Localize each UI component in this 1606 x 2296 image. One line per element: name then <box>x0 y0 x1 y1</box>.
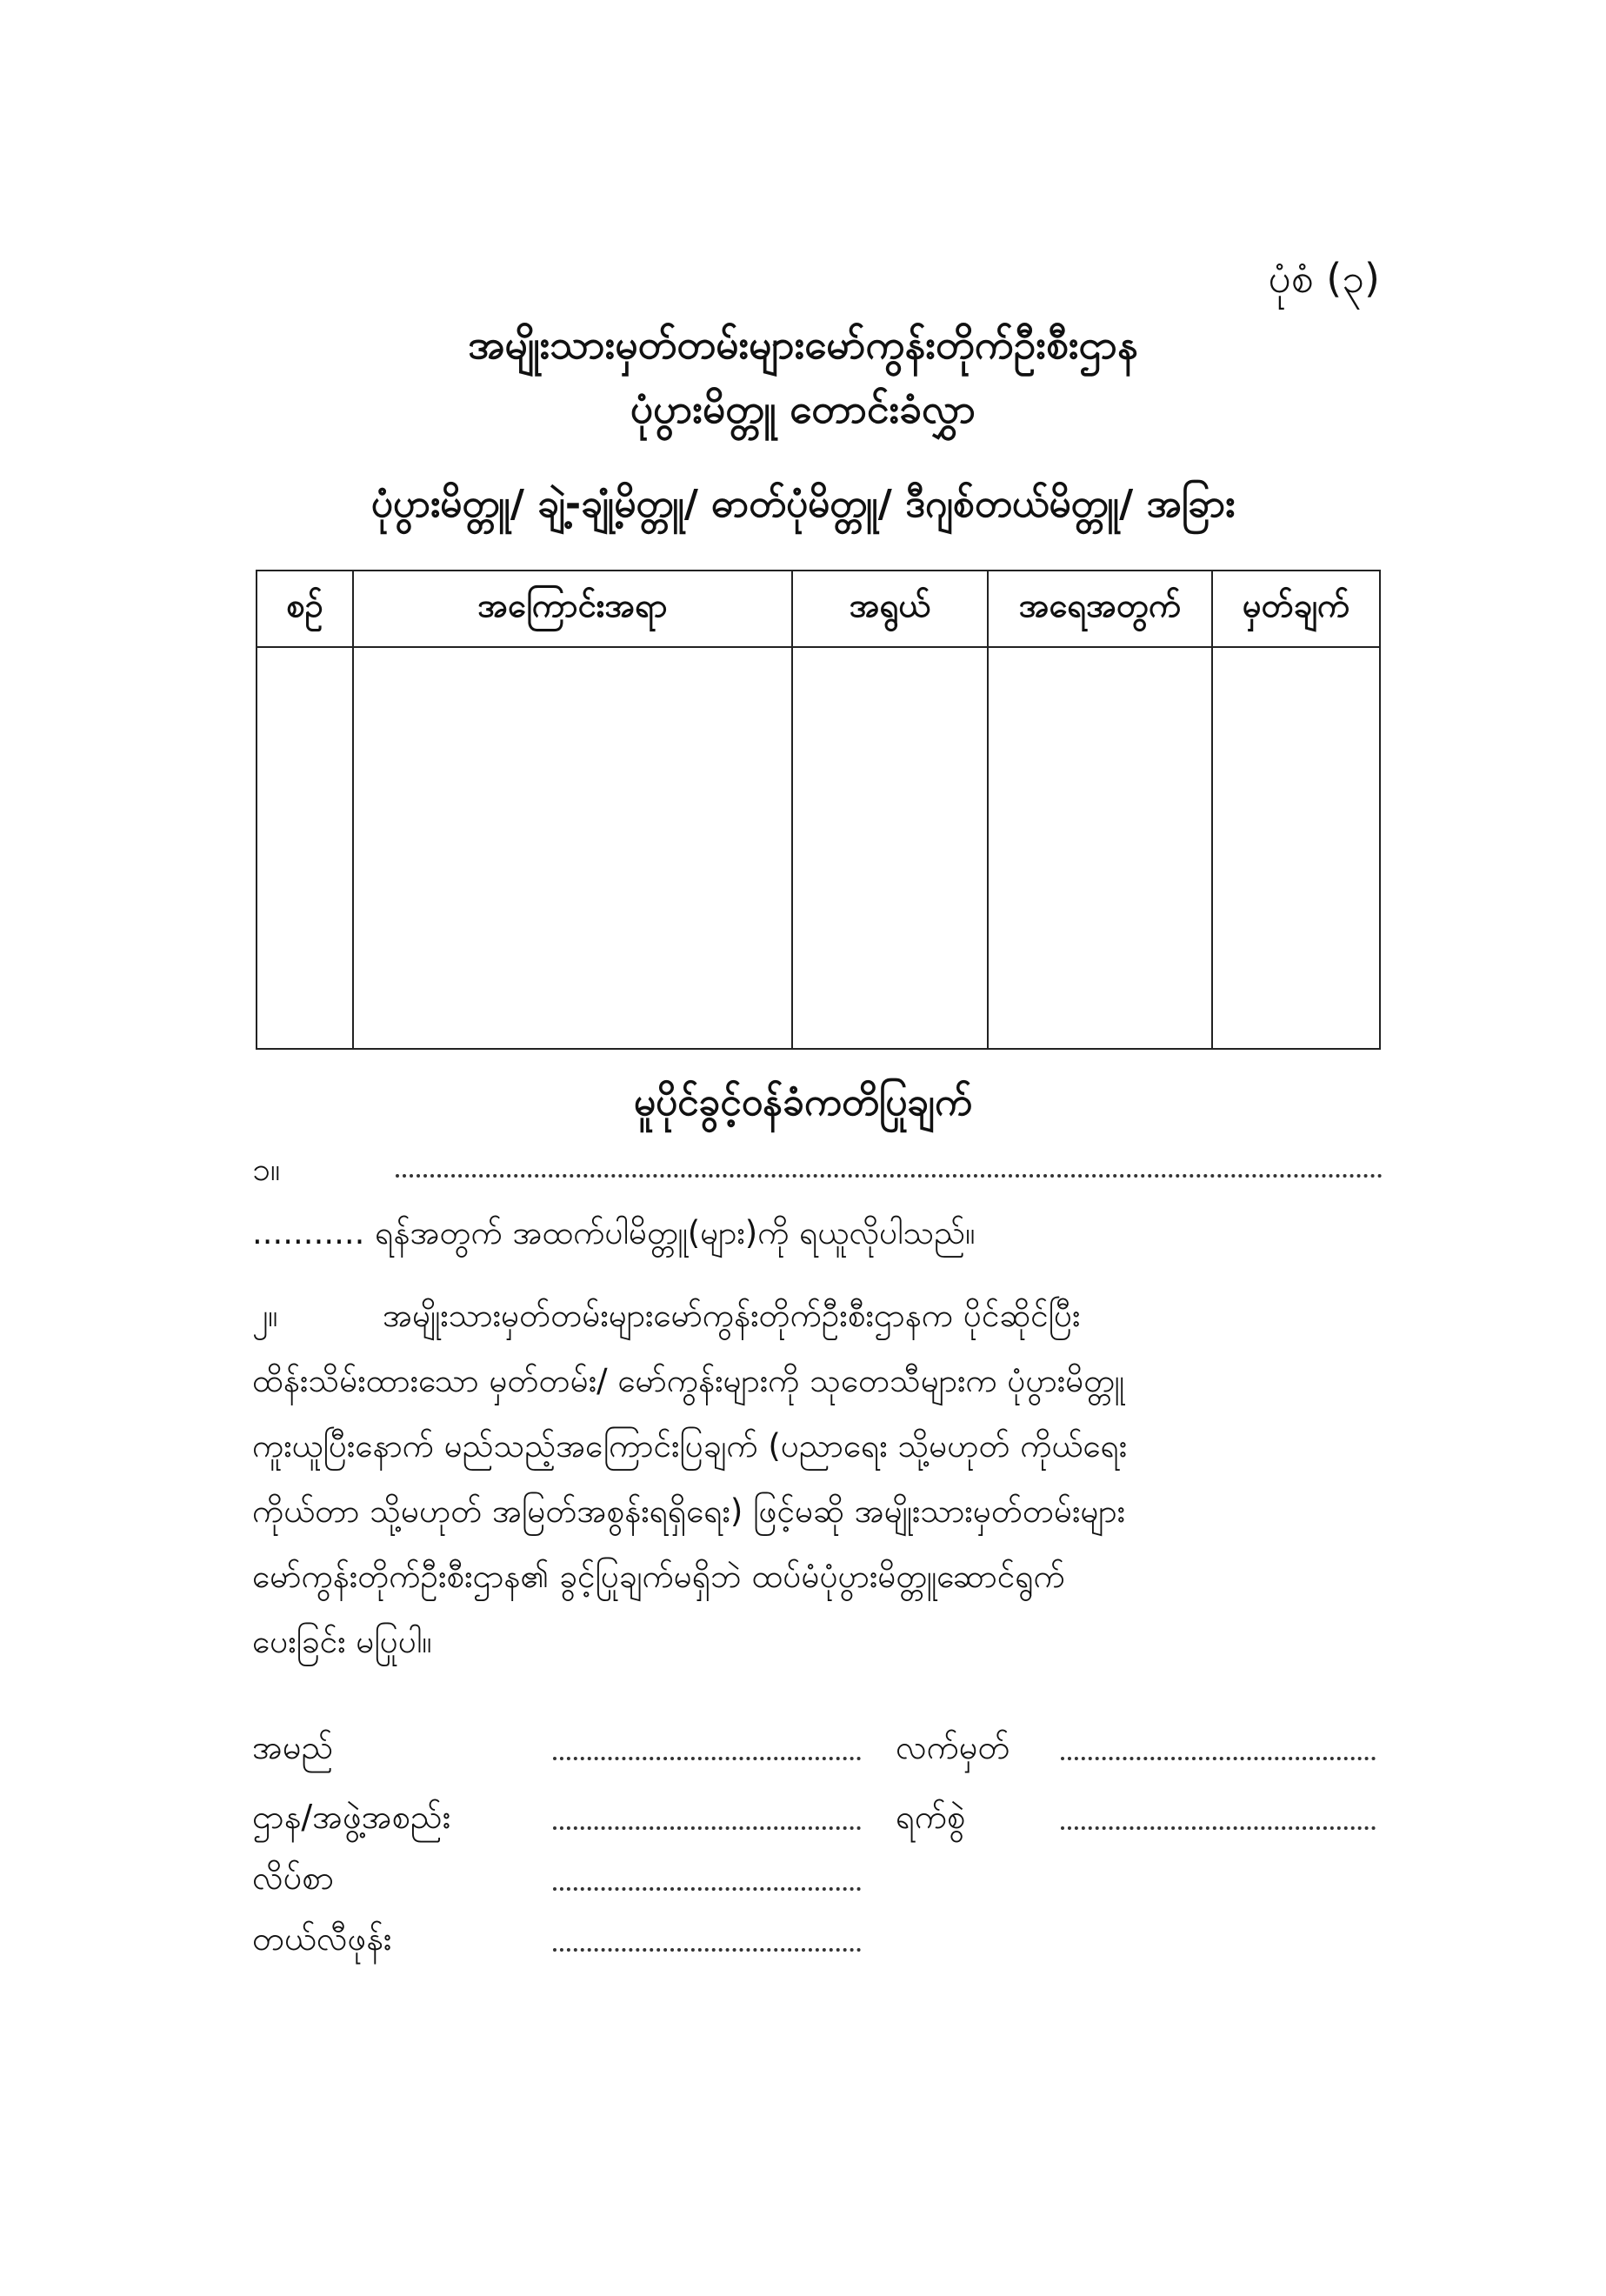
department-label: ဌာန/အဖွဲ့အစည်း <box>252 1798 451 1836</box>
department-title: အမျိုးသားမှတ်တမ်းများမော်ကွန်းတိုက်ဦးစီးဌာန <box>468 321 1138 368</box>
para2-line5: မော်ကွန်းတိုက်ဦးစီးဌာန၏ ခွင့်ပြုချက်မရှိဘဲ ထပ်မံပုံပွားမိတ္တူဆောင်ရွက် <box>252 1558 1065 1595</box>
para2-number: ၂။ <box>252 1297 278 1334</box>
date-field[interactable] <box>1061 1826 1376 1830</box>
phone-field[interactable] <box>553 1948 861 1952</box>
name-label: အမည် <box>252 1728 334 1766</box>
header-quantity: အရေအတွက် <box>988 571 1212 647</box>
address-label: လိပ်စာ <box>252 1859 335 1897</box>
request-table <box>256 570 1381 1050</box>
purpose-dotted-line[interactable] <box>396 1174 1383 1178</box>
para1-number: ၁။ <box>252 1151 281 1188</box>
name-field[interactable] <box>553 1757 861 1760</box>
cell-size[interactable] <box>792 647 988 1049</box>
table-header-row <box>257 571 1380 647</box>
para2-line1-text: အမျိုးသားမှတ်တမ်းများမော်ကွန်းတိုက်ဦးစီးဌာနက ပိုင်ဆိုင်ပြီး <box>383 1297 1081 1334</box>
date-label: ရက်စွဲ <box>896 1798 966 1836</box>
header-remarks: မှတ်ချက် <box>1212 571 1380 647</box>
header-size: အရွယ် <box>792 571 988 647</box>
para2-line6: ပေးခြင်း မပြုပါ။ <box>252 1623 432 1660</box>
header-subject: အကြောင်းအရာ <box>353 571 792 647</box>
signature-label: လက်မှတ် <box>896 1728 1010 1766</box>
cell-serial-no[interactable] <box>257 647 353 1049</box>
table-row <box>257 647 1380 1049</box>
para2-line2: ထိန်းသိမ်းထားသော မှတ်တမ်း/ မော်ကွန်းများကို သုတေသီများက ပုံပွားမိတ္တူ <box>252 1362 1124 1399</box>
para2-line3: ကူးယူပြီးနောက် မည်သည့်အကြောင်းပြချက် (ပညာရေး သို့မဟုတ် ကိုယ်ရေး <box>252 1427 1128 1465</box>
copy-type-options: ပုံပွားမိတ္တူ/ ချဲ့-ချုံ့မိတ္တူ/ ဓာတ်ပုံမိတ္တူ/ ဒီဂျစ်တယ်မိတ္တူ/ အခြား <box>370 482 1236 526</box>
copyright-declaration-title: မူပိုင်ခွင့်ဝန်ခံကတိပြုချက် <box>633 1080 973 1125</box>
para1-text: ........... ရန်အတွက် အထက်ပါမိတ္တူ(များ)ကို ရယူလိုပါသည်။ <box>252 1214 976 1251</box>
form-title: ပုံပွားမိတ္တူ တောင်းခံလွှာ <box>630 385 976 432</box>
department-field[interactable] <box>553 1826 861 1830</box>
address-field[interactable] <box>553 1887 861 1891</box>
cell-quantity[interactable] <box>988 647 1212 1049</box>
para2-line4: ကိုယ်တာ သို့မဟုတ် အမြတ်အစွန်းရရှိရေး) ဖြင့်မဆို အမျိုးသားမှတ်တမ်းများ <box>252 1492 1126 1530</box>
form-number: ပုံစံ (၃) <box>1268 255 1380 302</box>
phone-label: တယ်လီဖုန်း <box>252 1919 392 1958</box>
signature-field[interactable] <box>1061 1757 1376 1760</box>
cell-subject[interactable] <box>353 647 792 1049</box>
cell-remarks[interactable] <box>1212 647 1380 1049</box>
para2-line1 <box>252 1296 1080 1343</box>
header-serial-no: စဉ် <box>257 571 353 647</box>
